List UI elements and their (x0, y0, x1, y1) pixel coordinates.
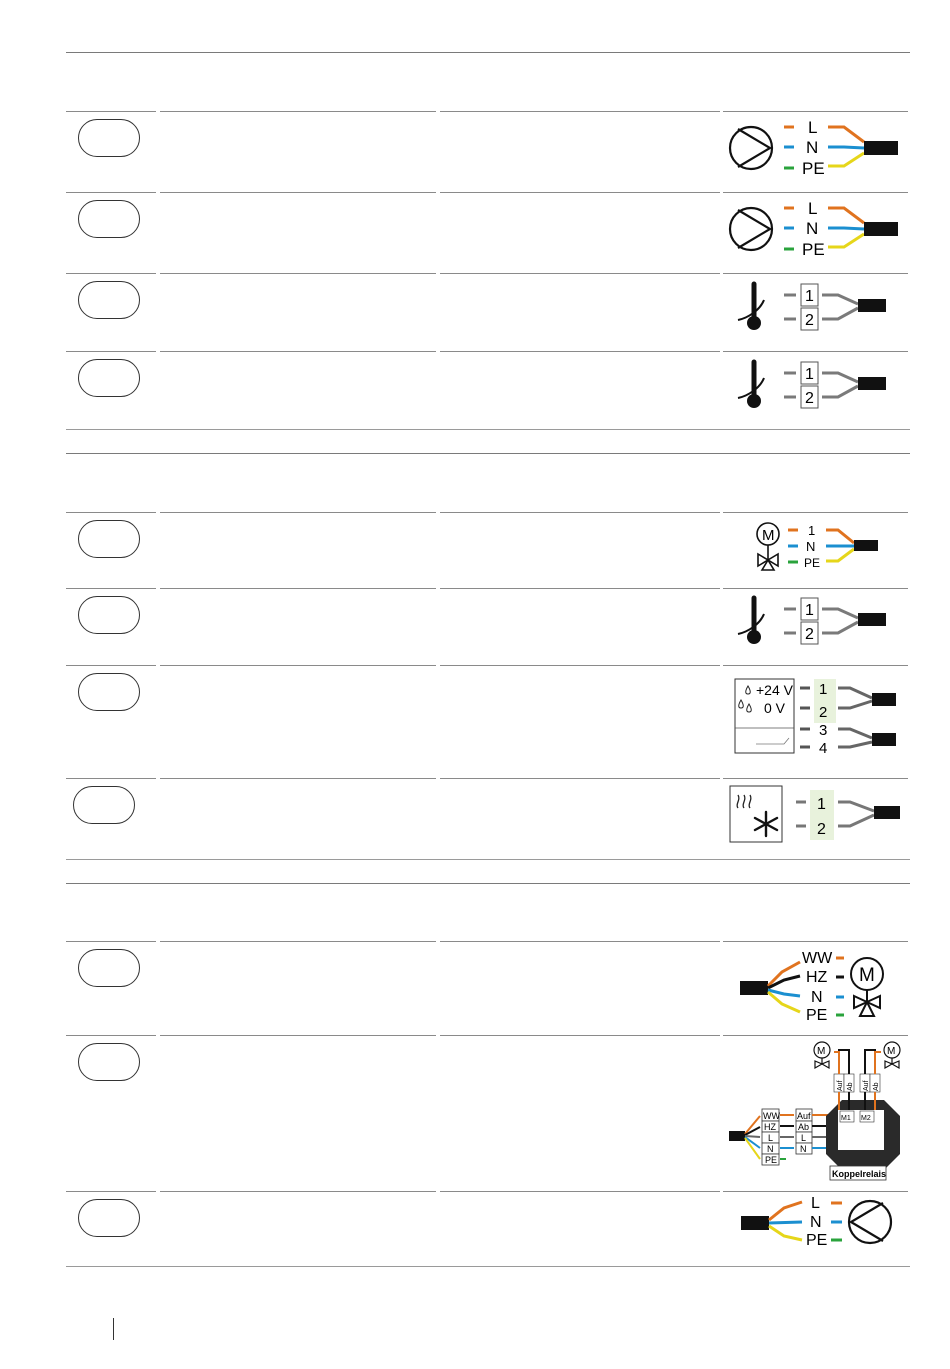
connector-badge (78, 596, 140, 634)
cable-end (874, 806, 900, 819)
label-Ab: Ab (798, 1122, 810, 1132)
footer-marker (113, 1318, 114, 1340)
label-1: 1 (808, 523, 816, 538)
label-N: N (806, 219, 819, 238)
svg-text:M: M (817, 1046, 826, 1057)
motor-valve-icon (814, 1042, 830, 1068)
label-1: 1 (805, 288, 814, 305)
label-L: L (768, 1133, 774, 1143)
cable-end (858, 377, 886, 390)
section-3-top-rule (66, 883, 910, 884)
motor-valve-icon (851, 958, 883, 1016)
cable-end (858, 613, 886, 626)
valve-wiring-diagram (750, 518, 890, 574)
label-PE: PE (802, 159, 825, 178)
label-PE: PE (765, 1155, 778, 1165)
heat-cool-box (730, 786, 782, 842)
label-1: 1 (817, 796, 826, 813)
label-L: L (808, 199, 818, 218)
cable-end (872, 733, 896, 746)
label-2: 2 (817, 821, 826, 838)
cable-end (741, 1216, 769, 1230)
label-1: 1 (805, 366, 814, 383)
label-1: 1 (819, 681, 828, 698)
label-L: L (808, 118, 818, 137)
connector-badge (78, 1199, 140, 1237)
connector-badge (78, 119, 140, 157)
label-N: N (806, 539, 816, 554)
connector-badge (78, 359, 140, 397)
connector-badge (78, 949, 140, 987)
pump-output-wiring-diagram (738, 1192, 898, 1256)
section-3-bottom-rule (66, 1266, 910, 1267)
motor-valve-icon (884, 1042, 900, 1068)
motor-valve-icon (757, 523, 779, 570)
cable-end (740, 981, 768, 995)
thermometer-icon (738, 598, 764, 644)
section-1-bottom-rule (66, 429, 910, 430)
svg-text:M: M (887, 1046, 896, 1057)
label-N: N (767, 1144, 774, 1154)
connector-badge (78, 520, 140, 558)
section-1-top-rule (66, 52, 910, 53)
mixer-valve-wiring-diagram (738, 946, 898, 1026)
dewpoint-sensor-diagram (734, 676, 904, 756)
svg-text:M: M (859, 965, 875, 986)
connector-badge (78, 281, 140, 319)
label-plus24v: +24 V (756, 682, 793, 698)
label-M2: M2 (861, 1115, 871, 1122)
label-PE: PE (806, 1007, 828, 1024)
connector-badge (78, 200, 140, 238)
label-N: N (810, 1214, 822, 1231)
connector-badge (73, 786, 135, 824)
label-Ab: Ab (847, 1082, 854, 1091)
label-L: L (801, 1133, 807, 1143)
pump-icon (849, 1201, 891, 1243)
thermometer-icon (738, 284, 764, 330)
label-N: N (800, 1144, 807, 1154)
pump-wiring-diagram (724, 114, 904, 184)
label-Auf: Auf (797, 1111, 811, 1121)
cable-end (854, 540, 878, 551)
cable-end (872, 693, 896, 706)
label-N: N (811, 989, 823, 1006)
heat-cool-switch-diagram (728, 784, 904, 846)
label-L: L (811, 1195, 820, 1212)
label-2: 2 (805, 390, 814, 407)
label-2: 2 (805, 312, 814, 329)
thermometer-icon (738, 362, 764, 408)
connector-badge (78, 1043, 140, 1081)
label-N: N (806, 138, 819, 157)
sensor-wiring-diagram (734, 594, 894, 654)
section-2-bottom-rule (66, 859, 910, 860)
label-HZ: HZ (764, 1122, 776, 1132)
relay-label: Koppelrelais (832, 1169, 887, 1179)
label-HZ: HZ (806, 969, 828, 986)
label-2: 2 (819, 704, 828, 721)
pump-wiring-diagram (724, 195, 904, 265)
sensor-wiring-diagram (734, 280, 894, 340)
sensor-wiring-diagram (734, 358, 894, 418)
cable-end (864, 141, 898, 155)
label-0v: 0 V (764, 700, 786, 716)
label-4: 4 (819, 740, 828, 756)
label-PE: PE (806, 1232, 828, 1249)
label-WW: WW (802, 950, 833, 967)
label-PE: PE (804, 556, 821, 570)
label-3: 3 (819, 722, 828, 739)
cable-end (729, 1131, 745, 1141)
coupling-relay-diagram (726, 1038, 908, 1186)
section-2-top-rule (66, 453, 910, 454)
label-WW: WW (763, 1111, 780, 1121)
cable-end (858, 299, 886, 312)
label-Ab: Ab (873, 1082, 880, 1091)
label-PE: PE (802, 240, 825, 259)
label-Auf: Auf (863, 1080, 870, 1091)
pump-icon (730, 127, 772, 169)
svg-text:M: M (762, 527, 775, 544)
label-Auf: Auf (837, 1080, 844, 1091)
label-1: 1 (805, 602, 814, 619)
label-2: 2 (805, 626, 814, 643)
cable-end (864, 222, 898, 236)
label-M1: M1 (841, 1115, 851, 1122)
pump-icon (730, 208, 772, 250)
connector-badge (78, 673, 140, 711)
